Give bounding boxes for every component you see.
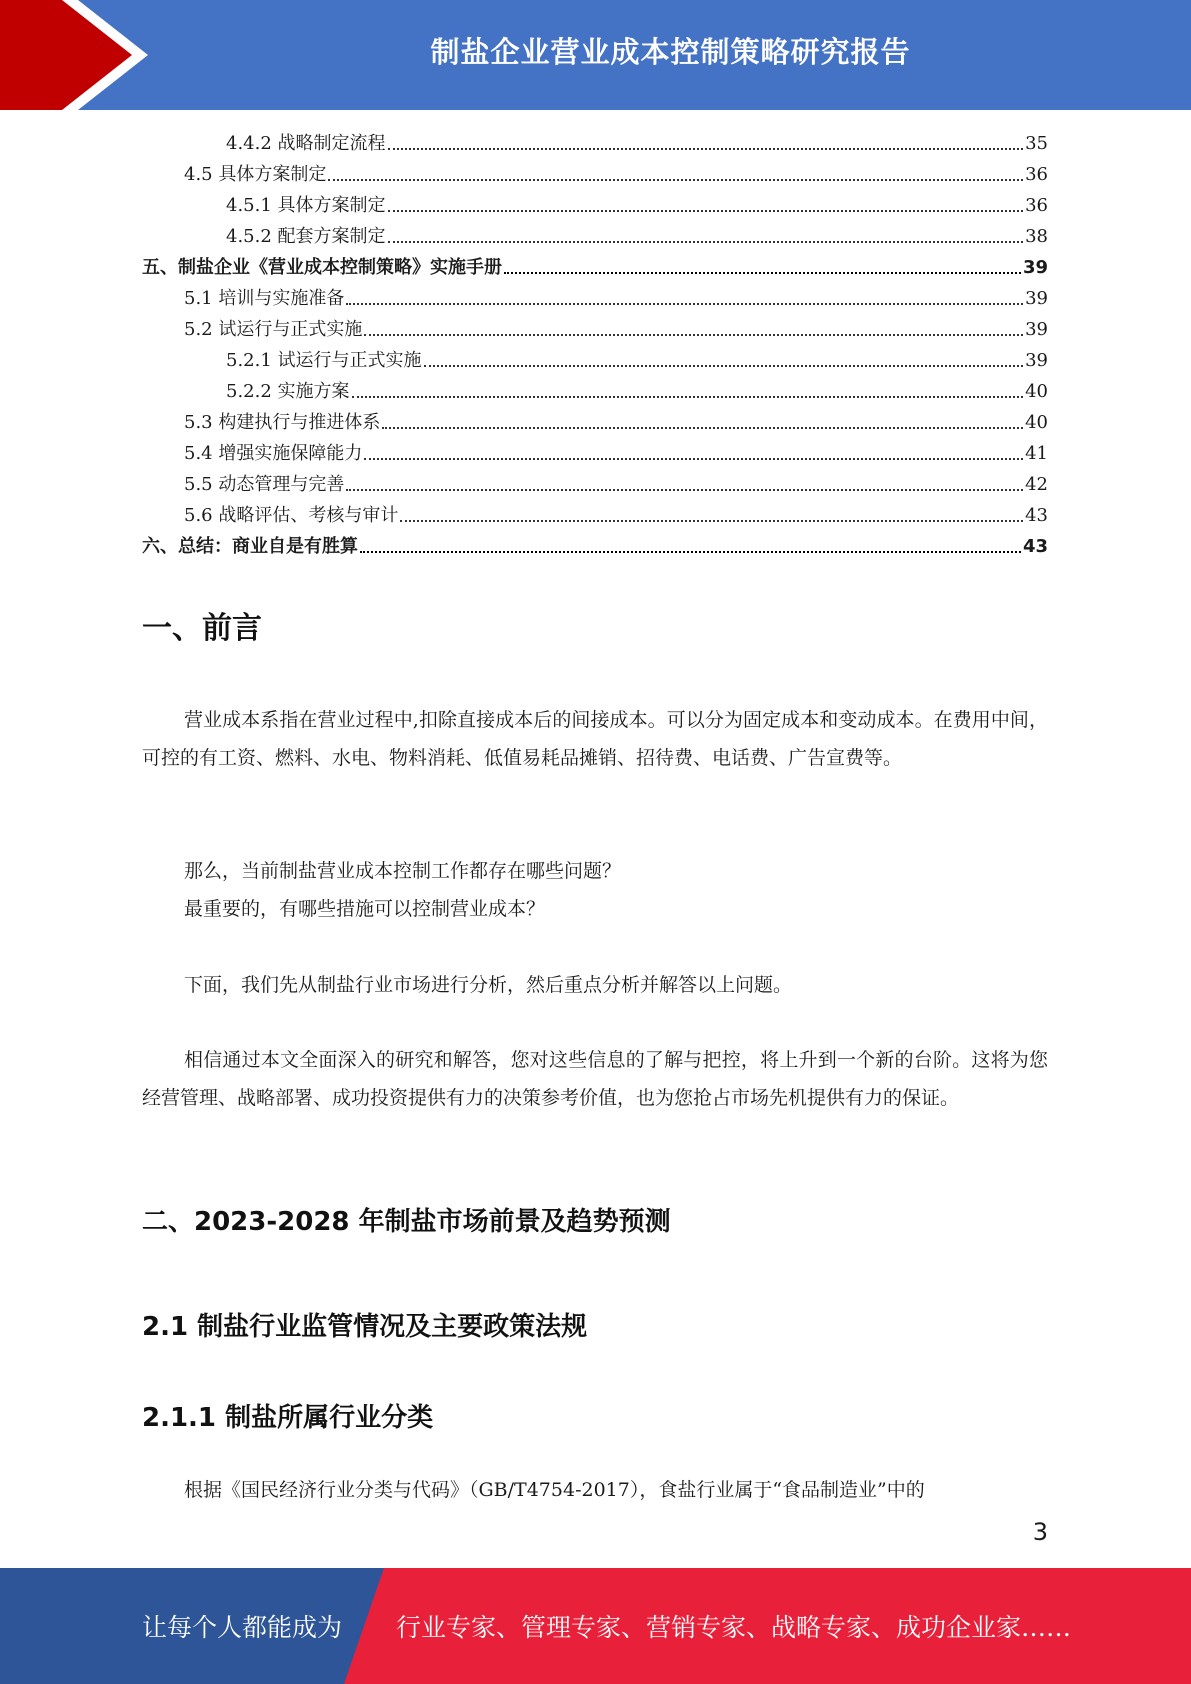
footer-slogan-left: 让每个人都能成为 <box>142 1613 343 1642</box>
toc-entry[interactable] <box>142 252 1048 283</box>
toc-entry[interactable] <box>142 407 1048 438</box>
toc-entry[interactable] <box>142 469 1048 500</box>
toc-leader-dots <box>352 395 1024 398</box>
toc-entry-label: 5.3 构建执行与推进体系 <box>184 412 381 433</box>
toc-entry-label: 5.4 增强实施保障能力 <box>184 443 363 464</box>
toc-entry-label: 5.2.1 试运行与正式实施 <box>226 350 422 371</box>
toc-entry-page: 39 <box>1025 288 1048 309</box>
toc-entry-label: 六、总结：商业自是有胜算 <box>142 536 358 557</box>
question-line-1: 那么，当前制盐营业成本控制工作都存在哪些问题？ <box>184 860 622 882</box>
toc-entry-label: 4.5 具体方案制定 <box>184 164 327 185</box>
toc-entry-page: 41 <box>1025 443 1048 464</box>
toc-leader-dots <box>382 426 1023 429</box>
toc-entry-page: 40 <box>1025 381 1048 402</box>
toc-entry-page: 36 <box>1025 195 1048 216</box>
toc-entry[interactable] <box>142 221 1048 252</box>
toc-entry[interactable] <box>142 345 1048 376</box>
toc-entry-page: 38 <box>1025 226 1048 247</box>
toc-entry-label: 5.2 试运行与正式实施 <box>184 319 363 340</box>
toc-leader-dots <box>388 209 1024 212</box>
page-number: 3 <box>1032 1518 1048 1546</box>
toc-entry-label: 4.5.2 配套方案制定 <box>226 226 386 247</box>
toc-entry[interactable] <box>142 314 1048 345</box>
toc-entry[interactable] <box>142 283 1048 314</box>
toc-leader-dots <box>388 240 1024 243</box>
toc-leader-dots <box>400 519 1023 522</box>
subsection-heading-classification: 2.1.1 制盐所属行业分类 <box>142 1403 434 1433</box>
toc-entry[interactable] <box>142 531 1048 562</box>
toc-entry[interactable] <box>142 190 1048 221</box>
toc-entry[interactable] <box>142 128 1048 159</box>
toc-entry-label: 5.1 培训与实施准备 <box>184 288 345 309</box>
section-heading-forecast: 二、2023-2028 年制盐市场前景及趋势预测 <box>142 1207 671 1237</box>
paragraph-analysis-intro: 下面，我们先从制盐行业市场进行分析，然后重点分析并解答以上问题。 <box>184 974 793 996</box>
toc-entry-label: 4.4.2 战略制定流程 <box>226 133 386 154</box>
toc-leader-dots <box>346 488 1023 491</box>
toc-entry-label: 5.6 战略评估、考核与审计 <box>184 505 399 526</box>
footer-slogan-right: 行业专家、管理专家、营销专家、战略专家、成功企业家…… <box>396 1613 1072 1642</box>
toc-leader-dots <box>364 457 1023 460</box>
toc-entry-page: 39 <box>1025 319 1048 340</box>
page-header <box>0 0 1191 110</box>
toc-entry-label: 5.5 动态管理与完善 <box>184 474 345 495</box>
toc-leader-dots <box>328 178 1023 181</box>
toc-entry-page: 42 <box>1025 474 1048 495</box>
toc-leader-dots <box>424 364 1024 367</box>
section-heading-preface: 一、前言 <box>142 611 262 646</box>
toc-entry-page: 43 <box>1025 505 1048 526</box>
paragraph-value: 相信通过本文全面深入的研究和解答，您对这些信息的了解与把控，将上升到一个新的台阶。这将为您经营管理、战略部署、成功投资提供有力的决策参考价值，也为您抢占市场先机提供有力的保证。 <box>142 1049 1048 1109</box>
toc-leader-dots <box>346 302 1023 305</box>
toc-leader-dots <box>360 550 1021 553</box>
toc-leader-dots <box>388 147 1024 150</box>
page-footer <box>0 1568 1191 1684</box>
toc-entry-page: 43 <box>1022 536 1048 557</box>
report-title: 制盐企业营业成本控制策略研究报告 <box>430 34 911 69</box>
toc-entry[interactable] <box>142 159 1048 190</box>
toc-entry-page: 36 <box>1025 164 1048 185</box>
toc-entry[interactable] <box>142 376 1048 407</box>
toc-entry-label: 4.5.1 具体方案制定 <box>226 195 386 216</box>
question-line-2: 最重要的，有哪些措施可以控制营业成本？ <box>184 898 546 920</box>
paragraph-definition: 营业成本系指在营业过程中,扣除直接成本后的间接成本。可以分为固定成本和变动成本。在费用中间，可控的有工资、燃料、水电、物料消耗、低值易耗品摊销、招待费、电话费、广告宣费等。 <box>142 709 1048 769</box>
toc-entry-page: 39 <box>1022 257 1048 278</box>
toc-leader-dots <box>364 333 1023 336</box>
table-of-contents <box>142 128 1048 562</box>
toc-entry[interactable] <box>142 500 1048 531</box>
toc-entry[interactable] <box>142 438 1048 469</box>
toc-entry-label: 五、制盐企业《营业成本控制策略》实施手册 <box>142 257 502 278</box>
header-arrow-decoration <box>0 0 160 110</box>
toc-leader-dots <box>504 271 1021 274</box>
subsection-heading-regulation: 2.1 制盐行业监管情况及主要政策法规 <box>142 1312 588 1342</box>
toc-entry-page: 39 <box>1025 350 1048 371</box>
toc-entry-label: 5.2.2 实施方案 <box>226 381 350 402</box>
toc-entry-page: 40 <box>1025 412 1048 433</box>
toc-entry-page: 35 <box>1025 133 1048 154</box>
paragraph-classification: 根据《国民经济行业分类与代码》（GB/T4754-2017），食盐行业属于“食品制造业”中的 <box>184 1479 925 1501</box>
